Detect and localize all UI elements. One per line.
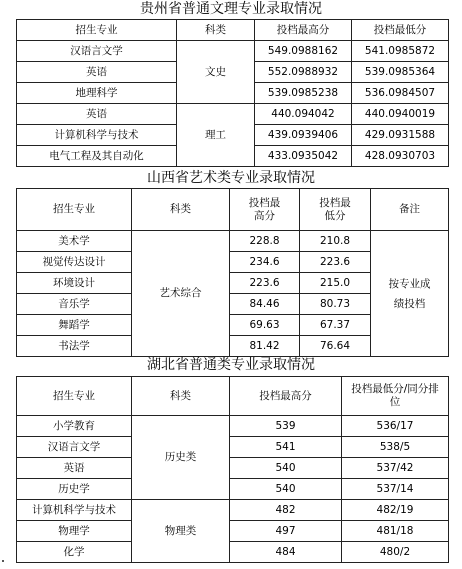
cell-category: 文史 xyxy=(177,41,255,104)
cell-low: 429.0931588 xyxy=(352,125,449,146)
header-category: 科类 xyxy=(177,20,255,41)
cell-low: 210.8 xyxy=(300,231,371,252)
cell-high: 228.8 xyxy=(230,231,300,252)
cell-high: 482 xyxy=(230,500,342,521)
cell-high: 549.0988162 xyxy=(255,41,352,62)
table-shanxi xyxy=(16,188,449,357)
section-title-hubei: 湖北省普通类专业录取情况 xyxy=(147,357,315,373)
cell-low: 537/42 xyxy=(342,458,449,479)
cell-low: 482/19 xyxy=(342,500,449,521)
cell-remark: 按专业成绩投档 xyxy=(371,231,449,357)
header-category: 科类 xyxy=(132,189,230,231)
section-title-guizhou: 贵州省普通文理专业录取情况 xyxy=(140,1,322,17)
table-hubei xyxy=(16,376,449,563)
cell-low: 541.0985872 xyxy=(352,41,449,62)
cell-major: 书法学 xyxy=(17,336,132,357)
section-title-shanxi: 山西省艺术类专业录取情况 xyxy=(147,170,315,186)
header-remark: 备注 xyxy=(371,189,449,231)
cell-major: 英语 xyxy=(17,458,132,479)
header-major: 招生专业 xyxy=(17,189,132,231)
cell-high: 541 xyxy=(230,437,342,458)
cell-low: 80.73 xyxy=(300,294,371,315)
cell-high: 84.46 xyxy=(230,294,300,315)
cell-high: 439.0939406 xyxy=(255,125,352,146)
cell-category: 艺术综合 xyxy=(132,231,230,357)
table-guizhou xyxy=(16,19,449,167)
header-major: 招生专业 xyxy=(17,20,177,41)
cell-major: 舞蹈学 xyxy=(17,315,132,336)
table-row xyxy=(17,231,449,252)
cell-major: 英语 xyxy=(17,62,177,83)
cell-major: 历史学 xyxy=(17,479,132,500)
cell-high: 552.0988932 xyxy=(255,62,352,83)
cell-high: 539 xyxy=(230,416,342,437)
cell-major: 音乐学 xyxy=(17,294,132,315)
table-row xyxy=(17,104,449,125)
header-major: 招生专业 xyxy=(17,377,132,416)
cell-low: 539.0985364 xyxy=(352,62,449,83)
cell-low: 536.0984507 xyxy=(352,83,449,104)
header-high: 投档最高分 xyxy=(255,20,352,41)
cell-low: 428.0930703 xyxy=(352,146,449,167)
cell-low: 67.37 xyxy=(300,315,371,336)
header-low: 投档最低分 xyxy=(352,20,449,41)
header-low: 投档最低分/同分排位 xyxy=(342,377,449,416)
cell-high: 433.0935042 xyxy=(255,146,352,167)
table-row xyxy=(17,416,449,437)
cell-high: 540 xyxy=(230,479,342,500)
cell-low: 440.0940019 xyxy=(352,104,449,125)
cell-high: 484 xyxy=(230,542,342,563)
cell-low: 481/18 xyxy=(342,521,449,542)
cell-major: 环境设计 xyxy=(17,273,132,294)
cell-major: 视觉传达设计 xyxy=(17,252,132,273)
cell-low: 537/14 xyxy=(342,479,449,500)
table-row xyxy=(17,521,449,542)
table-row xyxy=(17,458,449,479)
cell-major: 计算机科学与技术 xyxy=(17,125,177,146)
table-row xyxy=(17,437,449,458)
cell-category: 理工 xyxy=(177,104,255,167)
cell-major: 汉语言文学 xyxy=(17,41,177,62)
table-row xyxy=(17,41,449,62)
cell-low: 536/17 xyxy=(342,416,449,437)
cell-high: 81.42 xyxy=(230,336,300,357)
cell-high: 223.6 xyxy=(230,273,300,294)
cell-major: 物理学 xyxy=(17,521,132,542)
header-low: 投档最低分 xyxy=(300,189,371,231)
cell-high: 539.0985238 xyxy=(255,83,352,104)
header-high: 投档最高分 xyxy=(230,377,342,416)
header-high: 投档最高分 xyxy=(230,189,300,231)
cell-major: 化学 xyxy=(17,542,132,563)
table-row xyxy=(17,542,449,563)
cell-low: 538/5 xyxy=(342,437,449,458)
header-category: 科类 xyxy=(132,377,230,416)
cell-major: 汉语言文学 xyxy=(17,437,132,458)
cell-low: 480/2 xyxy=(342,542,449,563)
cell-major: 计算机科学与技术 xyxy=(17,500,132,521)
cell-major: 英语 xyxy=(17,104,177,125)
cell-category: 历史类 xyxy=(132,416,230,500)
cell-high: 440.094042 xyxy=(255,104,352,125)
cell-major: 电气工程及其自动化 xyxy=(17,146,177,167)
cell-major: 地理科学 xyxy=(17,83,177,104)
cell-high: 234.6 xyxy=(230,252,300,273)
table-row xyxy=(17,479,449,500)
cell-major: 小学教育 xyxy=(17,416,132,437)
cell-low: 223.6 xyxy=(300,252,371,273)
cell-high: 497 xyxy=(230,521,342,542)
cell-category: 物理类 xyxy=(132,500,230,563)
cell-low: 215.0 xyxy=(300,273,371,294)
cell-high: 69.63 xyxy=(230,315,300,336)
table-row xyxy=(17,500,449,521)
cell-low: 76.64 xyxy=(300,336,371,357)
cell-major: 美术学 xyxy=(17,231,132,252)
cell-high: 540 xyxy=(230,458,342,479)
stray-dot xyxy=(2,560,4,562)
